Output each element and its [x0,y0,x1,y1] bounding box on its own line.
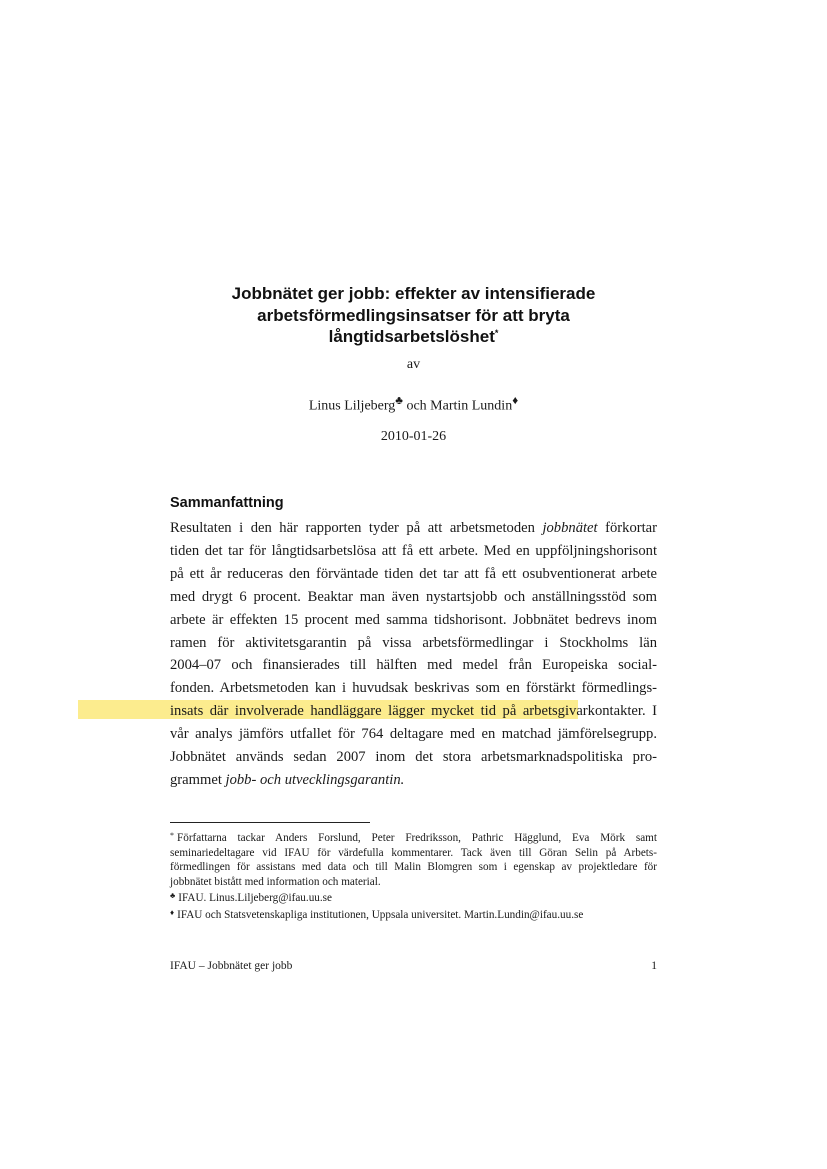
footnote-1-line: seminariedeltagare vid IFAU för värdefulla kommentarer. Tack även till Göran Selin på Arbets- [170,846,657,859]
abstract-line-highlighted: vår analys jämförs utfallet för 764 deltagare med en matchad jämförelsegrupp. [170,726,657,743]
abstract-line: på ett år reduceras den förväntade tiden det tar att få ett osubventionerat arbete [170,565,657,582]
authors [170,392,657,416]
abstract-line [170,769,657,792]
abstract-line: ramen för aktivitetsgarantin på vissa arbetsförmedlingar i Stockholms län [170,634,657,651]
footnote-divider [170,822,370,823]
document-title [170,283,657,348]
abstract-emphasis-programme: jobb- och utvecklingsgarantin. [225,771,405,788]
footnotes [170,829,657,923]
abstract-line [170,517,657,540]
footnote-1-text: Författarna tackar Anders Forslund, Peter Fredriksson, Pathric Hägglund, Eva Mörk samt [177,832,657,844]
abstract-emphasis-jobbnatet: jobbnätet [542,520,598,536]
page-number: 1 [651,960,657,972]
abstract-line: Jobbnätet används sedan 2007 inom det stora arbetsmarknadspolitiska pro- [170,749,657,766]
footnote-2-text: IFAU. Linus.Liljeberg@ifau.uu.se [178,892,332,905]
footnote-1-line: förmedlingen för assistans med data och till Malin Blomgren som i egenskap av projektledare för [170,861,657,874]
footnote-2 [170,889,657,906]
author-1-name: Linus Liljeberg [308,398,396,414]
title-line-1: Jobbnätet ger jobb: effekter av intensifierade [231,284,596,303]
abstract-heading: Sammanfattning [170,495,284,511]
abstract-line-1-pre: Resultaten i den här rapporten tyder på att arbetsmetoden [170,520,535,536]
footnote-3-mark: ♦ [170,907,175,917]
author-2-mark: ♦ [512,394,519,407]
author-1-mark: ♣ [395,394,403,407]
footnote-1-line: jobbnätet bistått med information och material. [170,875,381,888]
title-line-3 [170,326,657,348]
footnote-3 [170,906,657,923]
document-date: 2010-01-26 [380,429,447,444]
page-footer-title: IFAU – Jobbnätet ger jobb [170,960,293,972]
abstract-line: fonden. Arbetsmetoden kan i huvudsak beskrivas som en förstärkt förmedlings- [170,680,657,697]
abstract-line: 2004–07 och finansierades till hälften med medel från Europeiska social- [170,657,657,674]
footnote-2-mark: ♣ [170,891,176,901]
abstract-line: tiden det tar för långtidsarbetslösa att få ett arbete. Med en uppföljningshorisont [170,542,657,559]
abstract-body [170,517,657,792]
authors-conjunction: och [406,398,427,414]
title-footnote-mark: * [494,328,499,338]
abstract-line: insats där involverade handläggare lägger mycket tid på arbetsgivarkontakter. I [170,703,657,720]
abstract-line: arbete är effekten 15 procent med samma tidshorisont. Jobbnätet bedrevs inom [170,611,657,628]
title-line-2: arbetsförmedlingsinsatser för att bryta [257,305,570,325]
byline: av [406,357,421,372]
abstract-line: med drygt 6 procent. Beaktar man även nystartsjobb och anställningsstöd som [170,588,657,605]
footnote-3-text: IFAU och Statsvetenskapliga institutionen, Uppsala universitet. Martin.Lundin@ifau.uu.se [177,908,584,921]
author-2-name: Martin Lundin [430,398,513,414]
abstract-line-1-post: förkortar [605,520,657,536]
abstract-line-12-pre: grammet [170,771,222,788]
footnote-1-line [170,829,657,846]
title-line-3-text: långtidsarbetslöshet [328,327,495,346]
footnote-1-mark: * [170,831,174,840]
